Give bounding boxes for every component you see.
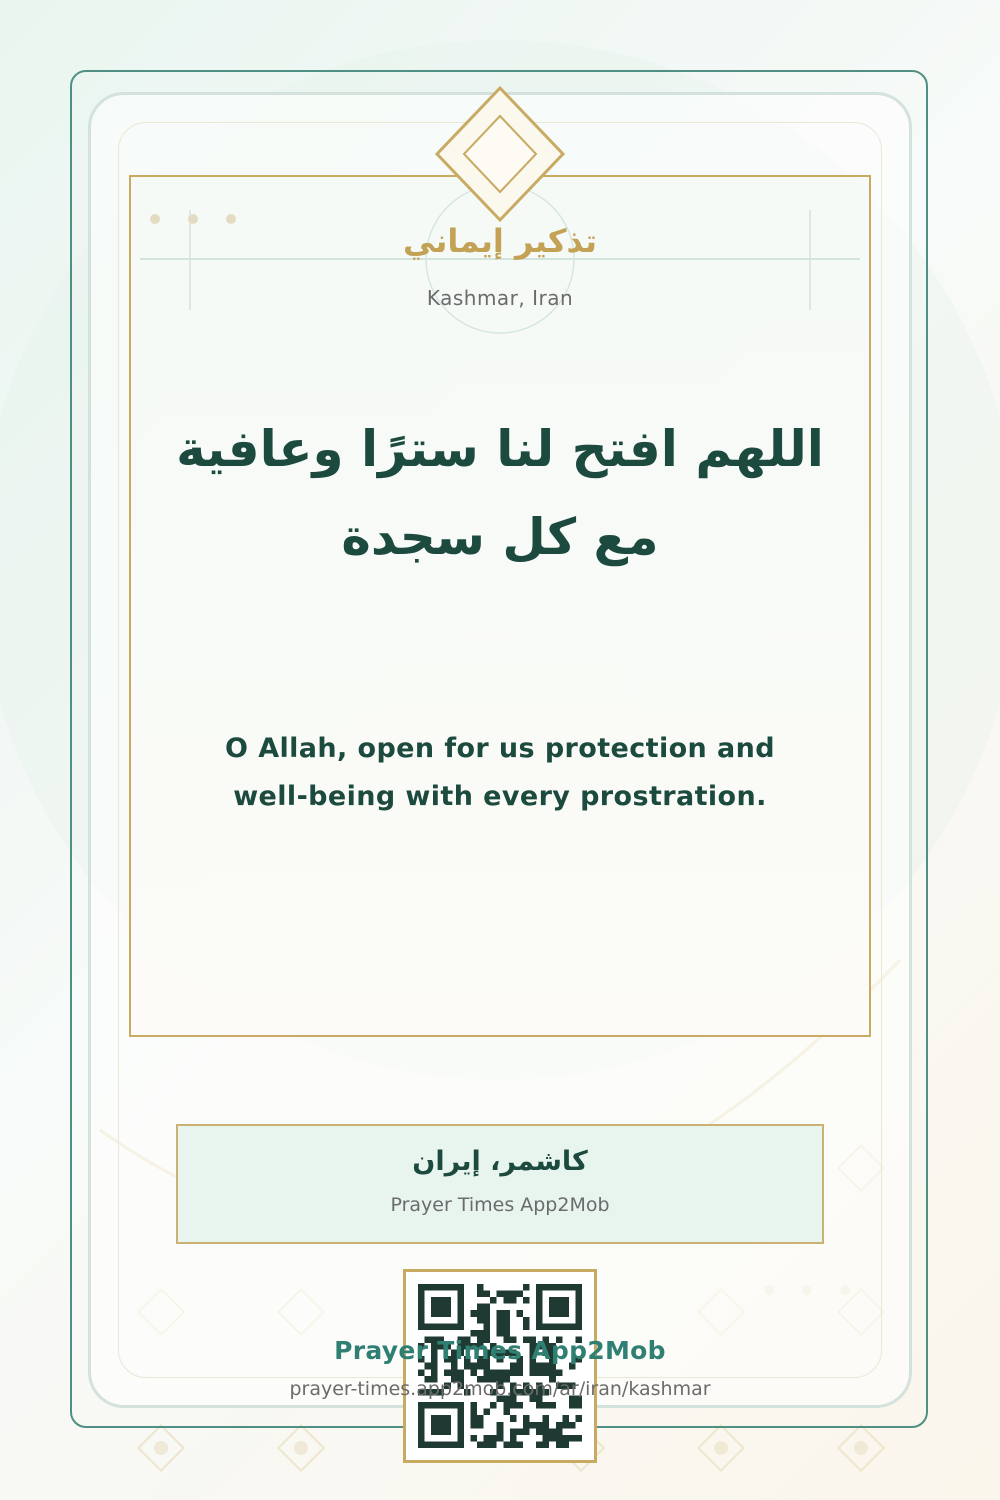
location-box	[176, 1124, 824, 1244]
location-arabic: كاشمر، إيران	[412, 1146, 588, 1177]
footer-app-name: Prayer Times App2Mob	[334, 1336, 666, 1365]
qr-code[interactable]	[403, 1269, 597, 1463]
qr-code-pattern	[418, 1284, 582, 1448]
footer-url[interactable]: prayer-times.app2mob.com/ar/iran/kashmar	[289, 1378, 711, 1400]
header-title: تذكير إيماني	[402, 222, 598, 260]
header-location: Kashmar, Iran	[426, 286, 574, 310]
dua-arabic: اللهم افتح لنا سترًا وعافية مع كل سجدة	[176, 420, 824, 566]
location-app-name: Prayer Times App2Mob	[390, 1194, 610, 1216]
dua-english: O Allah, open for us protection and well-being with every prostration.	[225, 733, 775, 812]
